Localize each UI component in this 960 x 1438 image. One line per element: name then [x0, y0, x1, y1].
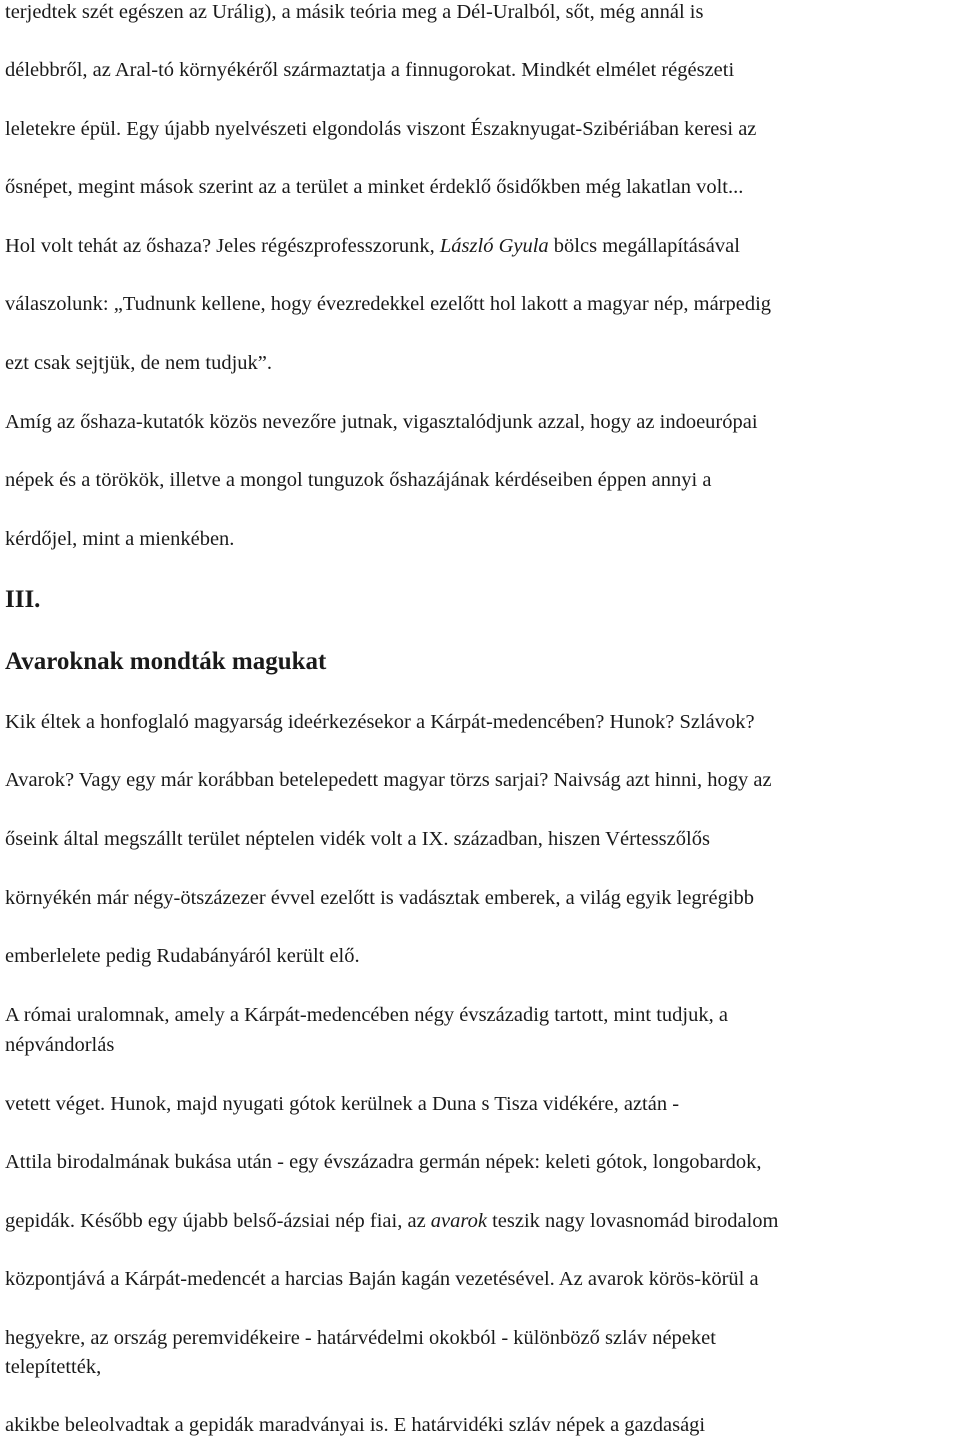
- paragraph-line: népek és a törökök, illetve a mongol tunguzok őshazájának kérdéseiben éppen annyi a: [5, 469, 712, 491]
- text-run: gepidák. Később egy újabb belső-ázsiai nép fiai, az: [5, 1210, 431, 1232]
- paragraph-line: emberlelete pedig Rudabányáról került elő.: [5, 945, 360, 967]
- section-title: Avaroknak mondták magukat: [5, 648, 327, 675]
- paragraph-line: ősnépet, megint mások szerint az a terület a minket érdeklő ősidőkben még lakatlan volt...: [5, 176, 744, 198]
- paragraph-line: Kik éltek a honfoglaló magyarság ideérkezésekor a Kárpát-medencében? Hunok? Szlávok?: [5, 711, 755, 733]
- paragraph-line: válaszolunk: „Tudnunk kellene, hogy évezredekkel ezelőtt hol lakott a magyar nép, márpedig: [5, 293, 772, 315]
- paragraph-line: ezt csak sejtjük, de nem tudjuk”.: [5, 352, 272, 374]
- paragraph-line: Attila birodalmának bukása után - egy évszázadra germán népek: keleti gótok, longobardok,: [5, 1151, 762, 1173]
- italic-word: avarok: [430, 1210, 487, 1232]
- text-run: bölcs megállapításával: [548, 235, 740, 257]
- paragraph-line: délebbről, az Aral-tó környékéről származtatja a finnugorokat. Mindkét elmélet régészeti: [5, 59, 735, 81]
- paragraph-line: akikbe beleolvadtak a gepidák maradványai is. E határvidéki szláv népek a gazdasági: [5, 1414, 706, 1436]
- text-run: Hol volt tehát az őshaza? Jeles régészprofesszorunk,: [5, 235, 440, 257]
- paragraph-line: Amíg az őshaza-kutatók közös nevezőre jutnak, vigasztalódjunk azzal, hogy az indoeurópai: [5, 411, 758, 433]
- paragraph-line: őseink által megszállt terület néptelen vidék volt a IX. században, hiszen Vértesszőlős: [5, 828, 710, 850]
- paragraph-line: kérdőjel, mint a mienkében.: [5, 528, 235, 550]
- paragraph-line: hegyekre, az ország peremvidékeire - határvédelmi okokból - különböző szláv népeket: [5, 1327, 716, 1349]
- paragraph-line: leletekre épül. Egy újabb nyelvészeti elgondolás viszont Északnyugat-Szibériában keresi az: [5, 118, 757, 140]
- paragraph-line: környékén már négy-ötszázezer évvel ezelőtt is vadásztak emberek, a világ egyik legrégibb: [5, 887, 755, 909]
- paragraph-line: népvándorlás: [5, 1034, 115, 1056]
- italic-name: László Gyula: [439, 235, 549, 257]
- paragraph-line: A római uralomnak, amely a Kárpát-medencében négy évszázadig tartott, mint tudjuk, a: [5, 1004, 728, 1026]
- paragraph-line: terjedtek szét egészen az Urálig), a másik teória meg a Dél-Uralból, sőt, még annál is: [5, 1, 704, 23]
- paragraph-line: [5, 234, 740, 258]
- paragraph-line: központjává a Kárpát-medencét a harcias Baján kagán vezetésével. Az avarok körös-körül a: [5, 1268, 759, 1290]
- paragraph-line: telepítették,: [5, 1356, 102, 1378]
- section-number: III.: [5, 586, 41, 613]
- paragraph-line: Avarok? Vagy egy már korábban betelepedett magyar törzs sarjai? Naivság azt hinni, hogy az: [5, 769, 772, 791]
- paragraph-line: [5, 1209, 778, 1233]
- text-run: teszik nagy lovasnomád birodalom: [486, 1210, 779, 1232]
- paragraph-line: vetett véget. Hunok, majd nyugati gótok kerülnek a Duna s Tisza vidékére, aztán -: [5, 1093, 680, 1115]
